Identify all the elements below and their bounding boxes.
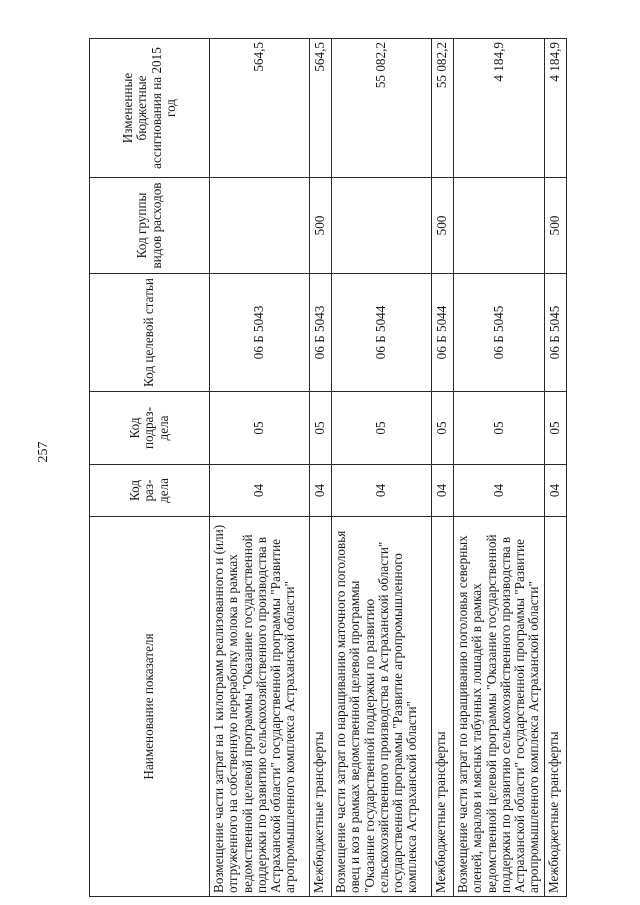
table-row <box>544 39 566 897</box>
table-header-row <box>90 39 210 897</box>
row-name: Межбюджетные трансферты <box>544 517 566 897</box>
row-name: Возмещение части затрат на 1 килограмм реализованного и (или) отгруженного на собственную переработку молока в рамках ведомственной целевой программы "Оказание государственной поддержки по развитию сельскохозяйственного производства в Астраханской области" государственной программы "Развитие агропромышленного комплекса Астраханской области" <box>210 517 310 897</box>
row-target: 06 Б 5044 <box>332 274 432 392</box>
row-subsection: 05 <box>310 392 332 465</box>
table-row <box>210 39 310 897</box>
row-name: Межбюджетные трансферты <box>310 517 332 897</box>
page-number: 257 <box>36 441 51 463</box>
row-subsection: 05 <box>544 392 566 465</box>
table-row <box>454 39 545 897</box>
rotated-table-container <box>89 39 561 897</box>
row-target: 06 Б 5043 <box>210 274 310 392</box>
row-target: 06 Б 5044 <box>432 274 454 392</box>
row-section: 04 <box>332 465 432 517</box>
table-row <box>310 39 332 897</box>
row-section: 04 <box>432 465 454 517</box>
row-expense-group <box>210 178 310 274</box>
row-target: 06 Б 5045 <box>454 274 545 392</box>
row-amount: 564,5 <box>310 39 332 178</box>
row-section: 04 <box>544 465 566 517</box>
row-subsection: 05 <box>332 392 432 465</box>
row-amount: 55 082,2 <box>432 39 454 178</box>
row-name: Возмещение части затрат по наращиванию маточного поголовья овец и коз в рамках ведомственной целевой программы "Оказание государственной поддержки по развитию сельскохозяйственного производства в Астраханской области" государственной программы "Развитие агропромышленного комплекса Астраханской области" <box>332 517 432 897</box>
row-section: 04 <box>210 465 310 517</box>
header-section: Код раз-дела <box>90 465 210 517</box>
row-section: 04 <box>310 465 332 517</box>
header-target: Код целевой статьи <box>90 274 210 392</box>
table-row <box>332 39 432 897</box>
header-expense-group: Код группы видов расходов <box>90 178 210 274</box>
row-subsection: 05 <box>454 392 545 465</box>
row-name: Межбюджетные трансферты <box>432 517 454 897</box>
row-expense-group: 500 <box>432 178 454 274</box>
header-name: Наименование показателя <box>90 517 210 897</box>
row-section: 04 <box>454 465 545 517</box>
row-expense-group: 500 <box>310 178 332 274</box>
row-expense-group <box>332 178 432 274</box>
header-subsection: Код подраз-дела <box>90 392 210 465</box>
row-expense-group: 500 <box>544 178 566 274</box>
budget-table <box>89 38 567 897</box>
row-subsection: 05 <box>210 392 310 465</box>
row-amount: 564,5 <box>210 39 310 178</box>
row-target: 06 Б 5045 <box>544 274 566 392</box>
row-amount: 4 184,9 <box>454 39 545 178</box>
header-amount: Измененные бюджетные ассигнования на 2015 год <box>90 39 210 178</box>
table-row <box>432 39 454 897</box>
row-subsection: 05 <box>432 392 454 465</box>
row-name: Возмещение части затрат по наращиванию поголовья северных оленей, маралов и мясных табунных лошадей в рамках ведомственной целевой программы "Оказание государственной поддержки по развитию сельскохозяйственного производства в Астраханской области" государственной программы "Развитие агропромышленного комплекса Астраханской области" <box>454 517 545 897</box>
row-target: 06 Б 5043 <box>310 274 332 392</box>
row-amount: 55 082,2 <box>332 39 432 178</box>
row-amount: 4 184,9 <box>544 39 566 178</box>
row-expense-group <box>454 178 545 274</box>
